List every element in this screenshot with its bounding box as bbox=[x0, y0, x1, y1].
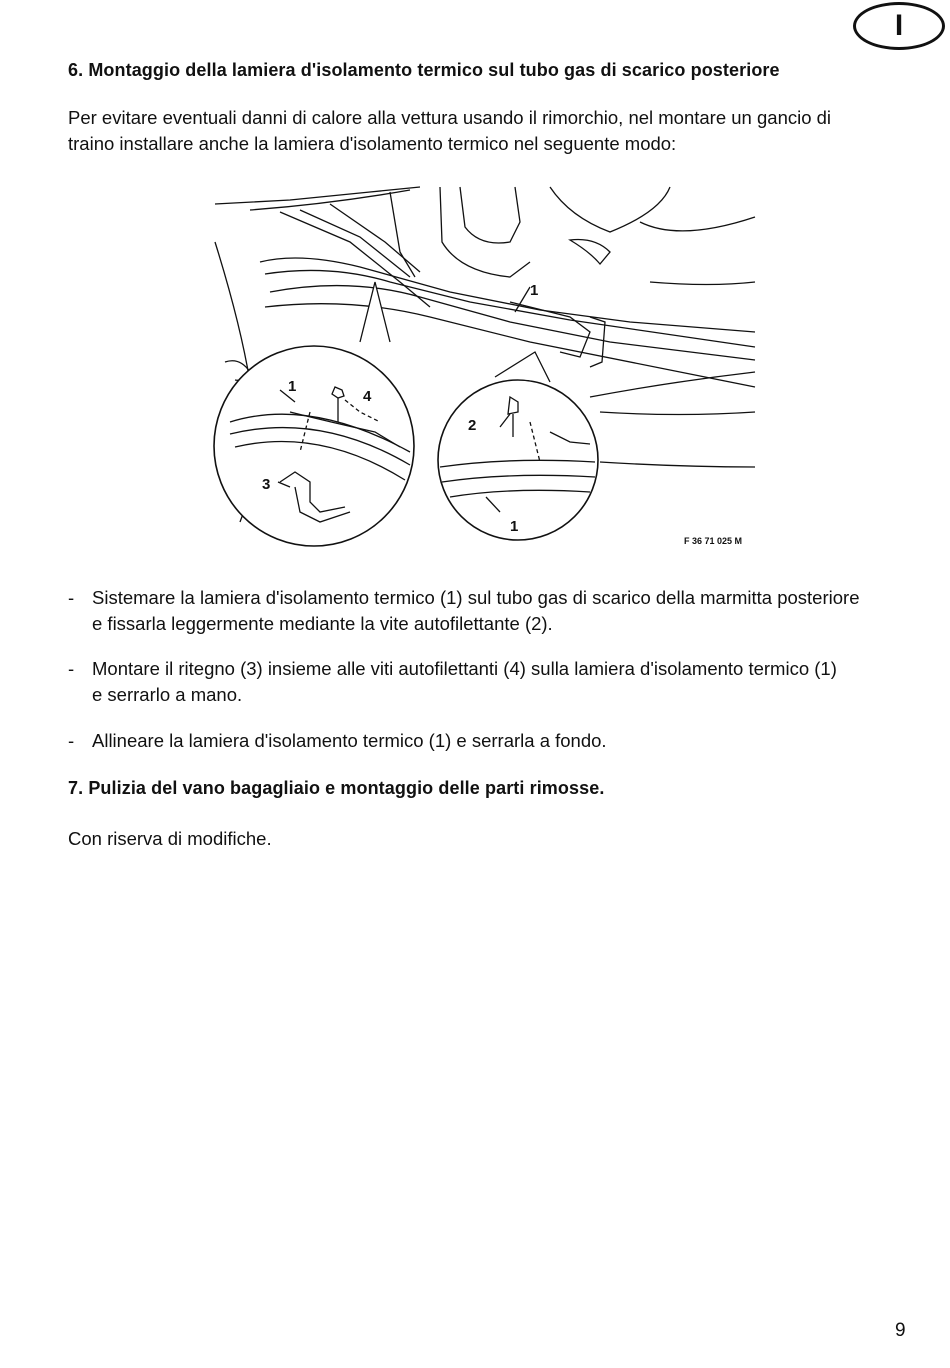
step-1-line-2: e fissarla leggermente mediante la vite autofilettante (2). bbox=[92, 613, 553, 634]
intro-paragraph bbox=[68, 105, 831, 157]
page-number: 9 bbox=[895, 1320, 906, 1341]
section-6-heading: 6. Montaggio della lamiera d'isolamento termico sul tubo gas di scarico posteriore bbox=[68, 60, 780, 80]
closing-note: Con riserva di modifiche. bbox=[68, 828, 272, 849]
step-3-line-1: Allineare la lamiera d'isolamento termico (1) e serrarla a fondo. bbox=[92, 730, 607, 751]
section-7-heading: 7. Pulizia del vano bagagliaio e montaggio delle parti rimosse. bbox=[68, 778, 605, 798]
callout-4-screws: 4 bbox=[363, 388, 372, 405]
step-1-dash: - bbox=[68, 587, 75, 608]
language-badge: I bbox=[853, 2, 945, 50]
step-1-line-1: Sistemare la lamiera d'isolamento termico (1) sul tubo gas di scarico della marmitta posteriore bbox=[92, 587, 860, 608]
step-2-line-2: e serrarlo a mano. bbox=[92, 684, 243, 705]
callout-1-right-detail: 1 bbox=[510, 518, 519, 535]
callout-1-left-detail: 1 bbox=[288, 378, 297, 395]
callout-3-bracket: 3 bbox=[262, 476, 271, 493]
exhaust-heat-shield-illustration bbox=[210, 182, 760, 560]
step-2-dash: - bbox=[68, 658, 75, 679]
callout-2-screw: 2 bbox=[468, 417, 477, 434]
step-3 bbox=[68, 728, 918, 754]
intro-line-1: Per evitare eventuali danni di calore alla vettura usando il rimorchio, nel montare un gancio di bbox=[68, 107, 832, 128]
step-3-dash: - bbox=[68, 730, 75, 751]
callout-1-main: 1 bbox=[530, 282, 539, 299]
figure-code: F 36 71 025 M bbox=[684, 536, 743, 546]
intro-line-2: traino installare anche la lamiera d'isolamento termico nel seguente modo: bbox=[68, 133, 677, 154]
step-2-line-1: Montare il ritegno (3) insieme alle viti autofilettanti (4) sulla lamiera d'isolamento termico (1) bbox=[92, 658, 837, 679]
step-2 bbox=[68, 656, 918, 708]
step-1 bbox=[68, 585, 918, 637]
